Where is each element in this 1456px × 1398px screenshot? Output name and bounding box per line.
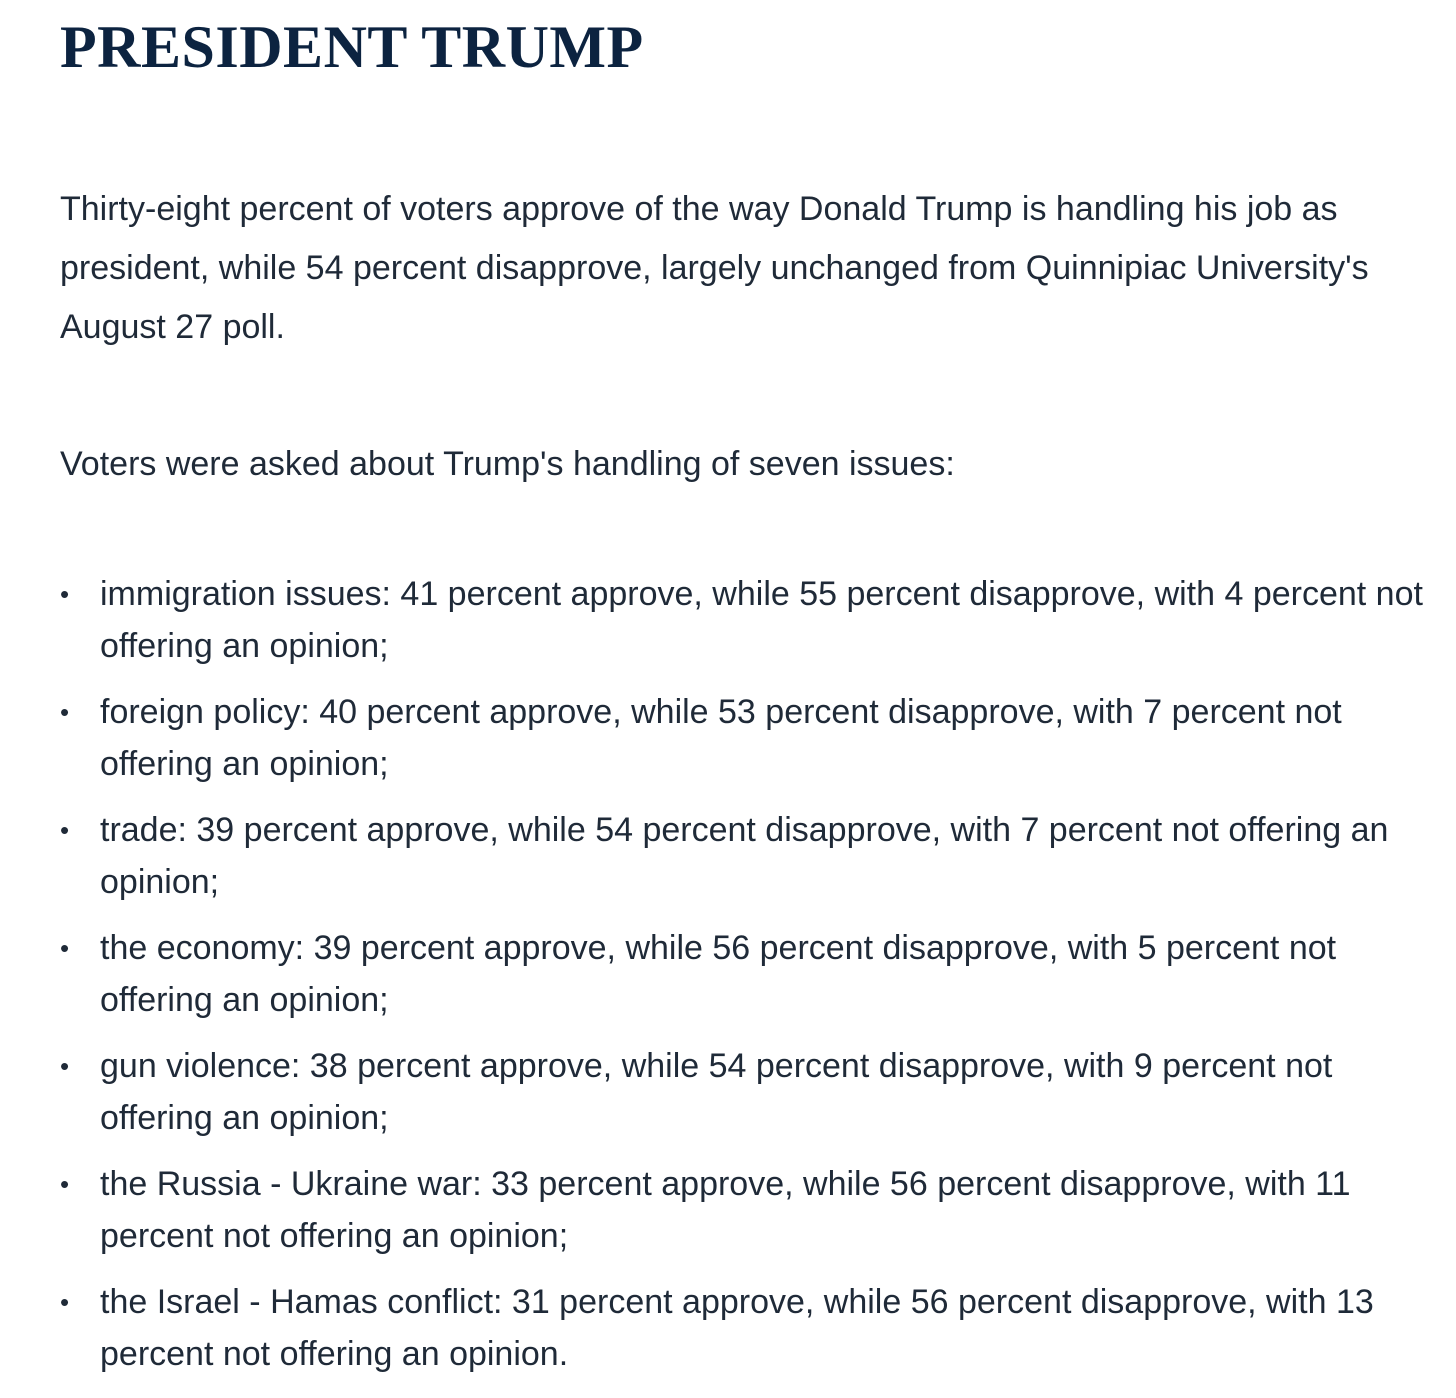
- list-item: [60, 804, 1440, 908]
- list-item: [60, 568, 1440, 672]
- list-item: [60, 686, 1440, 790]
- bullet-icon: •: [60, 697, 70, 727]
- bullet-icon: •: [60, 1051, 70, 1081]
- approval-summary-paragraph: Thirty-eight percent of voters approve of the way Donald Trump is handling his job as president, while 54 percent disapprove, largely unchanged from Quinnipiac University's August 27 poll.: [60, 190, 1369, 346]
- issue-text: the Russia - Ukraine war: 33 percent approve, while 56 percent disapprove, with 11 percent not offering an opinion;: [100, 1165, 1351, 1255]
- list-item: [60, 1158, 1440, 1262]
- list-item: [60, 1040, 1440, 1144]
- bullet-icon: •: [60, 1169, 70, 1199]
- issues-list: [60, 568, 1440, 1380]
- issue-text: foreign policy: 40 percent approve, while 53 percent disapprove, with 7 percent not offering an opinion;: [100, 693, 1342, 783]
- bullet-icon: •: [60, 1287, 70, 1317]
- issue-text: immigration issues: 41 percent approve, while 55 percent disapprove, with 4 percent not offering an opinion;: [100, 575, 1423, 665]
- issue-text: the economy: 39 percent approve, while 56 percent disapprove, with 5 percent not offering an opinion;: [100, 929, 1337, 1019]
- section-heading: PRESIDENT TRUMP: [60, 14, 644, 80]
- bullet-icon: •: [60, 815, 70, 845]
- list-item: [60, 1276, 1440, 1380]
- issue-text: gun violence: 38 percent approve, while 54 percent disapprove, with 9 percent not offering an opinion;: [100, 1047, 1333, 1137]
- issue-text: the Israel - Hamas conflict: 31 percent approve, while 56 percent disapprove, with 13 percent not offering an opinion.: [100, 1283, 1374, 1373]
- list-item: [60, 922, 1440, 1026]
- issue-text: trade: 39 percent approve, while 54 percent disapprove, with 7 percent not offering an opinion;: [100, 811, 1389, 901]
- issues-intro-paragraph: Voters were asked about Trump's handling of seven issues:: [60, 445, 955, 483]
- bullet-icon: •: [60, 933, 70, 963]
- bullet-icon: •: [60, 579, 70, 609]
- article-section: [60, 0, 1440, 1394]
